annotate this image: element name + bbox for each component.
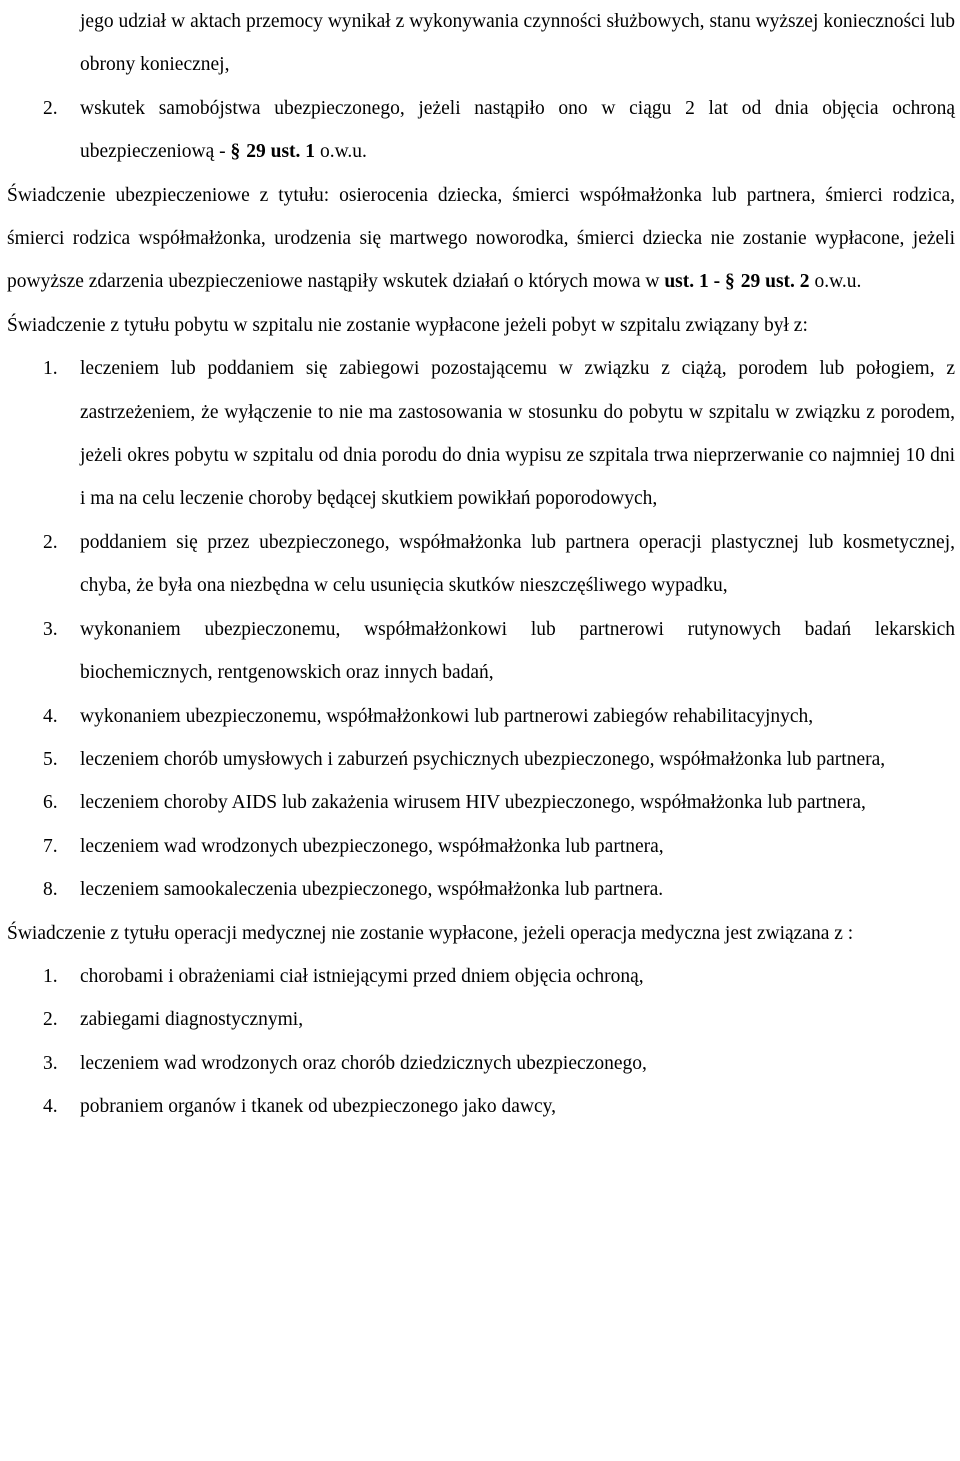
list-number: 2. xyxy=(43,531,58,553)
document-page xyxy=(7,0,955,1129)
list-number: 6. xyxy=(43,792,58,814)
list-number: 4. xyxy=(43,1096,58,1118)
paragraph-text: Świadczenie ubezpieczeniowe z tytułu: osierocenia dziecka, śmierci współmałżonka lub partnera, śmierci rodzica, śmierci rodzica współmałżonka, urodzenia się martwego noworodka, śmierci dziecka nie zostanie wypłacone, jeżeli powyższe zdarzenia ubezpieczeniowe nastąpiły wskutek działań o których mowa w xyxy=(7,184,955,293)
list-number: 5. xyxy=(43,748,58,770)
list-text: leczeniem lub poddaniem się zabiegowi pozostającemu w związku z ciążą, porodem lub połogiem, z zastrzeżeniem, że wyłączenie to nie ma zastosowania w stosunku do pobytu w szpitalu w związku z porodem, jeżeli okres pobytu w szpitalu od dnia porodu do dnia wypisu ze szpitala trwa nieprzerwanie co najmniej 10 dni i ma na celu leczenie choroby będącej skutkiem powikłań poporodowych, xyxy=(80,358,955,510)
paragraph-death-benefit xyxy=(7,174,955,304)
list-text-body: wskutek samobójstwa ubezpieczonego, jeżeli nastąpiło ono w ciągu 2 lat od dnia objęcia ochroną ubezpieczeniową - xyxy=(80,97,955,163)
list-item xyxy=(7,521,955,608)
list-number: 2. xyxy=(43,1009,58,1031)
hospital-exclusions-list xyxy=(7,347,955,911)
list-text: wykonaniem ubezpieczonemu, współmałżonkowi lub partnerowi zabiegów rehabilitacyjnych, xyxy=(80,705,814,727)
list-item xyxy=(7,825,955,868)
surgery-exclusions-list xyxy=(7,955,955,1129)
list-text: wykonaniem ubezpieczonemu, współmałżonkowi lub partnerowi rutynowych badań lekarskich biochemicznych, rentgenowskich oraz innych badań, xyxy=(80,618,955,684)
continuation-text: jego udział w aktach przemocy wynikał z wykonywania czynności służbowych, stanu wyższej konieczności lub obrony koniecznej, xyxy=(80,11,955,76)
list-item xyxy=(7,781,955,824)
list-text: leczeniem samookaleczenia ubezpieczonego, współmałżonka lub partnera. xyxy=(80,879,664,901)
list-item xyxy=(7,998,955,1041)
list-text: zabiegami diagnostycznymi, xyxy=(80,1009,304,1031)
list-item xyxy=(7,347,955,521)
list-text: leczeniem wad wrodzonych oraz chorób dziedzicznych ubezpieczonego, xyxy=(80,1052,647,1074)
list-number: 3. xyxy=(43,618,58,640)
list-text: chorobami i obrażeniami ciał istniejącymi przed dniem objęcia ochroną, xyxy=(80,965,644,987)
paragraph-hospital: Świadczenie z tytułu pobytu w szpitalu nie zostanie wypłacone jeżeli pobyt w szpitalu związany był z: xyxy=(7,314,808,336)
reference-suffix: o.w.u. xyxy=(809,271,862,293)
list-number: 7. xyxy=(43,835,58,857)
list-item xyxy=(7,955,955,998)
list-item xyxy=(7,695,955,738)
reference-suffix: o.w.u. xyxy=(315,141,367,163)
section-sign: § xyxy=(230,141,241,163)
list-number: 1. xyxy=(43,358,58,380)
list-text: poddaniem się przez ubezpieczonego, współmałżonka lub partnera operacji plastycznej lub kosmetycznej, chyba, że była ona niezbędna w celu usunięcia skutków nieszczęśliwego wypadku, xyxy=(80,531,955,597)
list-text xyxy=(80,87,955,174)
paragraph-surgery: Świadczenie z tytułu operacji medycznej nie zostanie wypłacone, jeżeli operacja medyczna jest związana z : xyxy=(7,922,854,944)
list-number: 3. xyxy=(43,1052,58,1074)
list-number: 8. xyxy=(43,879,58,901)
legal-reference: 29 ust. 1 xyxy=(246,141,316,163)
list-item xyxy=(7,608,955,695)
list-item xyxy=(7,738,955,781)
list-text: leczeniem chorób umysłowych i zaburzeń psychicznych ubezpieczonego, współmałżonka lub partnera, xyxy=(80,748,886,770)
list-text: pobraniem organów i tkanek od ubezpieczonego jako dawcy, xyxy=(80,1096,556,1118)
list-number: 2. xyxy=(43,97,58,119)
list-number: 4. xyxy=(43,705,58,727)
legal-reference: 29 ust. 2 xyxy=(740,271,810,293)
section-sign: § xyxy=(725,271,735,293)
list-item xyxy=(7,1042,955,1085)
legal-reference: ust. 1 - xyxy=(664,271,721,293)
list-item xyxy=(7,1085,955,1128)
list-item xyxy=(7,87,955,174)
list-number: 1. xyxy=(43,965,58,987)
list-text: leczeniem wad wrodzonych ubezpieczonego, współmałżonka lub partnera, xyxy=(80,835,664,857)
list-item xyxy=(7,868,955,911)
list-text: leczeniem choroby AIDS lub zakażenia wirusem HIV ubezpieczonego, współmałżonka lub partnera, xyxy=(80,792,866,814)
